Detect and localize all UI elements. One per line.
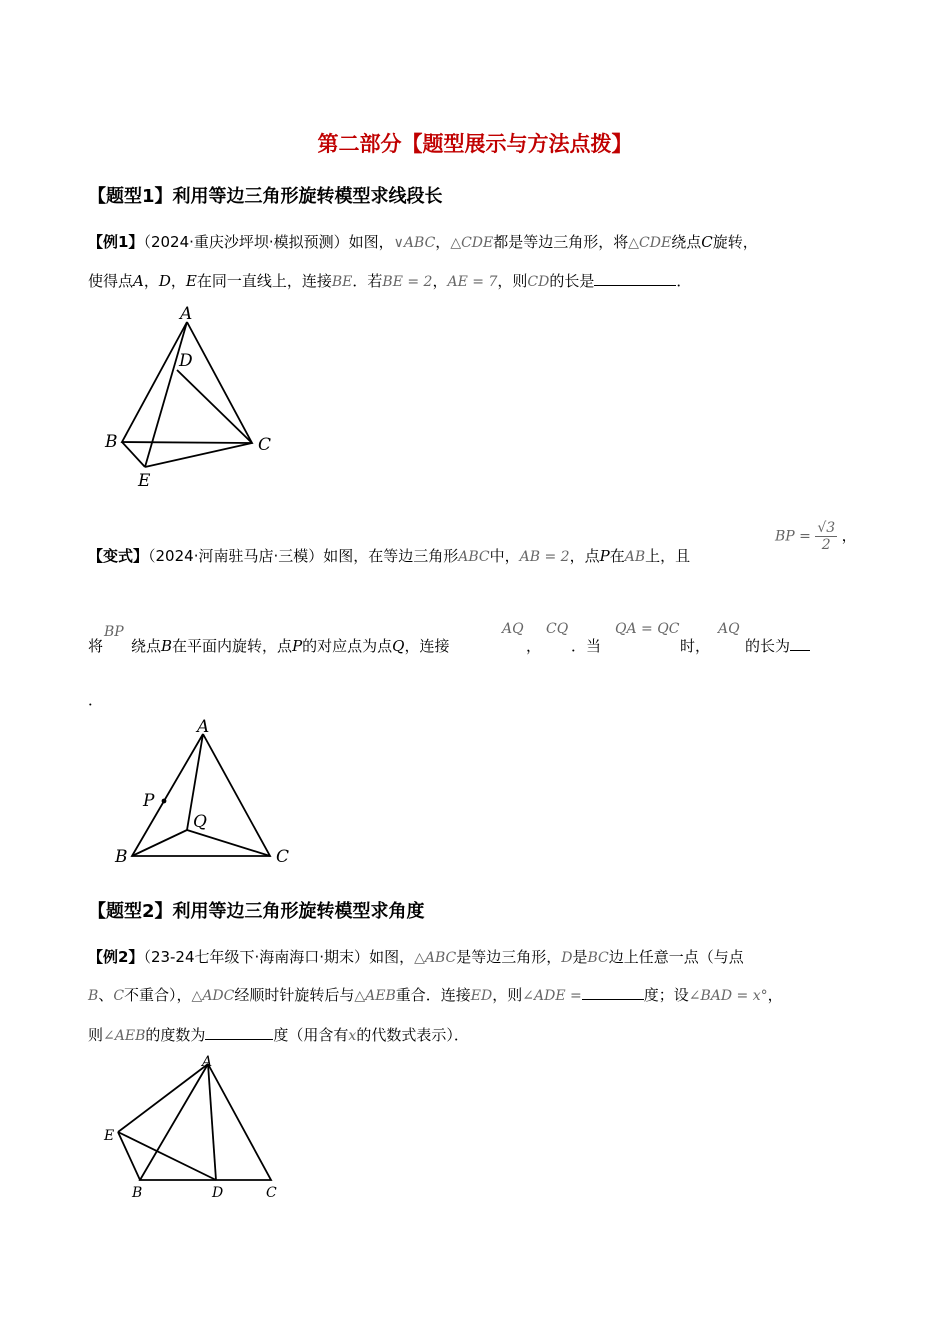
answer-blank[interactable] <box>594 271 676 286</box>
text: 旋转， <box>712 233 758 251</box>
label-b: B <box>105 432 118 452</box>
variant-line-2 <box>88 636 103 656</box>
variant-source: （2024·河南驻马店·三模） <box>148 547 324 565</box>
text: 、 <box>98 986 114 1004</box>
math-bp: BP <box>104 624 124 640</box>
label-c: C <box>266 1185 277 1201</box>
segment-eb <box>118 1132 140 1180</box>
text: 是等边三角形， <box>456 948 562 966</box>
segment-ed <box>118 1132 216 1180</box>
example-2-source: （23-24七年级下·海南海口·期末） <box>143 948 370 966</box>
math: BP = <box>775 528 811 545</box>
text: 度（用含有 <box>273 1026 349 1044</box>
math: △ADC <box>191 988 235 1004</box>
section-2-heading: 【题型2】利用等边三角形旋转模型求角度 <box>88 901 425 922</box>
text: 的代数式表示）． <box>356 1026 469 1044</box>
math: ∠BAD = x° <box>688 988 768 1004</box>
text: 的长是 <box>549 272 595 290</box>
segment-ae <box>145 322 187 467</box>
math: BE <box>331 274 353 290</box>
example-2-figure <box>100 1052 300 1202</box>
section-1-heading: 【题型1】利用等边三角形旋转模型求线段长 <box>88 186 443 207</box>
text: 如图， <box>348 233 394 251</box>
variant-figure <box>105 712 305 872</box>
var: A <box>133 272 144 290</box>
math: x <box>348 1028 357 1044</box>
text: ， <box>170 272 186 290</box>
text: 中， <box>489 547 520 565</box>
math: △AEB <box>354 988 396 1004</box>
text: ． <box>676 272 692 290</box>
math: ∨ABC <box>393 235 436 251</box>
variant-line-1 <box>88 546 690 567</box>
segment-dc <box>177 370 252 443</box>
label-e: E <box>104 1128 115 1144</box>
variant-fraction <box>775 520 857 553</box>
text: ，则 <box>497 272 528 290</box>
answer-blank[interactable] <box>582 985 644 1000</box>
math: AB = 2 <box>519 549 570 565</box>
math: ABC <box>458 549 490 565</box>
text: ，连接 <box>404 637 450 655</box>
math: AB <box>624 549 646 565</box>
label-a: A <box>202 1054 213 1070</box>
math: ∠ADE = <box>522 988 582 1004</box>
var: C <box>701 233 713 251</box>
math-aq-2: AQ <box>718 621 740 637</box>
text: 边上任意一点（与点 <box>608 948 744 966</box>
math: △ABC <box>414 950 457 966</box>
variant-line-2-end <box>745 636 810 656</box>
page-title: 第二部分【题型展示与方法点拨】 <box>317 132 633 156</box>
segment-be <box>122 442 145 467</box>
var: B <box>161 637 173 655</box>
example-2-line-2 <box>88 985 783 1006</box>
text: 绕点 <box>671 233 702 251</box>
text: 的度数为 <box>145 1026 206 1044</box>
example-1-figure <box>95 300 295 495</box>
var: E <box>185 272 197 290</box>
text: 经顺时针旋转后与 <box>234 986 355 1004</box>
triangle-abc <box>140 1064 271 1180</box>
math: CD <box>527 274 550 290</box>
label-e: E <box>138 471 151 491</box>
text: 是 <box>572 948 588 966</box>
fraction-denominator: 2 <box>821 537 831 553</box>
var: Q <box>392 637 405 655</box>
example-1-line-2 <box>88 271 691 292</box>
text: ， <box>526 637 542 655</box>
label-c: C <box>276 847 290 867</box>
text: 都是等边三角形，将 <box>493 233 629 251</box>
var: P <box>599 547 610 565</box>
math: B <box>88 988 99 1004</box>
text: 的对应点为点 <box>302 637 393 655</box>
label-d: D <box>212 1185 224 1201</box>
label-d: D <box>179 351 193 371</box>
text: 上，且 <box>645 547 691 565</box>
text: 则 <box>88 1026 104 1044</box>
var: D <box>158 272 171 290</box>
text: 如图， <box>369 948 415 966</box>
answer-blank[interactable] <box>790 636 810 651</box>
math: BE = 2 <box>382 274 433 290</box>
point-p <box>162 799 167 804</box>
text: 时， <box>680 637 711 655</box>
example-1-tag: 【例1】 <box>88 233 144 251</box>
label-a: A <box>197 717 210 737</box>
label-p: P <box>143 791 155 811</box>
math: AE = 7 <box>447 274 498 290</box>
text: 的长为 <box>745 637 791 655</box>
text: 在平面内旋转，点 <box>172 637 293 655</box>
text: ， <box>767 986 783 1004</box>
text: 将 <box>88 637 104 655</box>
label-a: A <box>180 304 193 324</box>
text: ， <box>432 272 448 290</box>
text: 使得点 <box>88 272 134 290</box>
text: 在 <box>609 547 625 565</box>
text: 不重合）， <box>124 986 192 1004</box>
math-aq: AQ <box>502 621 524 637</box>
text: ， <box>841 526 857 545</box>
math: ED <box>470 988 493 1004</box>
text: ，则 <box>492 986 523 1004</box>
example-2-tag: 【例2】 <box>88 948 144 966</box>
math: ∠AEB <box>103 1028 146 1044</box>
segment-ad <box>208 1064 216 1180</box>
text: ， <box>435 233 451 251</box>
label-b: B <box>115 847 128 867</box>
math: D <box>561 950 573 966</box>
text: 重合．连接 <box>395 986 471 1004</box>
fraction-numerator: √3 <box>817 520 836 536</box>
math: △CDE <box>628 235 672 251</box>
math-cq: CQ <box>546 621 569 637</box>
text: 如图，在等边三角形 <box>323 547 459 565</box>
text: 绕点 <box>131 637 162 655</box>
text: ．当 <box>571 637 602 655</box>
label-q: Q <box>193 812 207 832</box>
label-b: B <box>132 1185 143 1201</box>
math: C <box>113 988 125 1004</box>
var: P <box>292 637 303 655</box>
answer-blank[interactable] <box>205 1025 273 1040</box>
example-2-line-3 <box>88 1025 469 1046</box>
text: 在同一直线上，连接 <box>196 272 332 290</box>
math: BC <box>587 950 609 966</box>
example-1-source: （2024·重庆沙坪坝·模拟预测） <box>143 233 349 251</box>
label-c: C <box>258 435 272 455</box>
text: 度；设 <box>643 986 689 1004</box>
variant-tag: 【变式】 <box>88 547 149 565</box>
example-1-line-1 <box>88 232 758 253</box>
variant-line-2b <box>131 636 450 656</box>
text: ． <box>88 691 104 709</box>
math: △CDE <box>450 235 494 251</box>
example-2-line-1 <box>88 947 744 968</box>
segment-ec <box>145 443 252 467</box>
text: ，点 <box>569 547 600 565</box>
math-qa-qc: QA = QC <box>615 621 680 637</box>
text: ， <box>143 272 159 290</box>
text: ．若 <box>352 272 383 290</box>
segment-ae <box>118 1064 208 1132</box>
